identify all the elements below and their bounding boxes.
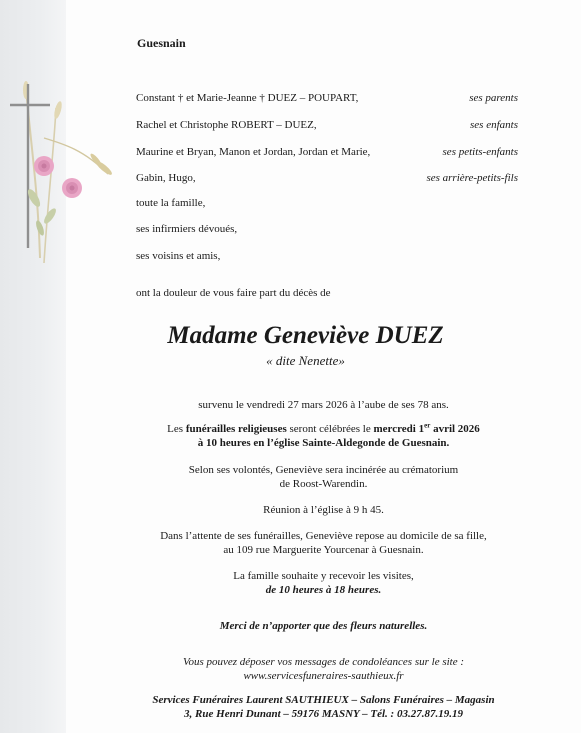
- footer-address: 3, Rue Henri Dunant – 59176 MASNY – Tél. : 03.27.87.19.19: [184, 708, 463, 720]
- town-name: Guesnain: [137, 36, 186, 50]
- deceased-name: Madame Geneviève DUEZ: [167, 322, 444, 349]
- family-line-whole-family: toute la famille,: [136, 197, 206, 209]
- relation-children: ses enfants: [470, 119, 518, 131]
- rest-line-1: Dans l’attente de ses funérailles, Geneviève repose au domicile de sa fille,: [160, 530, 487, 542]
- cremation-line-2: de Roost-Warendin.: [279, 478, 368, 490]
- family-line-great-grandchildren: Gabin, Hugo,: [136, 172, 196, 184]
- family-line-neighbours: ses voisins et amis,: [136, 250, 221, 262]
- funeral-type: funérailles religieuses: [185, 423, 287, 435]
- funeral-day-suffix: er: [424, 421, 431, 430]
- visits-hours: de 10 heures à 18 heures.: [265, 584, 382, 596]
- intro-text: ont la douleur de vous faire part du décès de: [136, 287, 331, 299]
- condolences-website: www.servicesfuneraires-sauthieux.fr: [243, 670, 404, 682]
- relation-grandchildren: ses petits-enfants: [442, 146, 518, 158]
- visits-line-1: La famille souhaite y recevoir les visites,: [233, 570, 414, 582]
- deceased-nickname: « dite Nenette»: [266, 353, 345, 368]
- family-line-children: Rachel et Christophe ROBERT – DUEZ,: [136, 119, 317, 131]
- flowers-note: Merci de n’apporter que des fleurs naturelles.: [219, 620, 428, 632]
- funeral-prefix: Les: [167, 423, 186, 435]
- rest-line-2: au 109 rue Marguerite Yourcenar à Guesnain.: [223, 544, 424, 556]
- footer-company: Services Funéraires Laurent SAUTHIEUX – Salons Funéraires – Magasin: [152, 694, 495, 706]
- funeral-middle: seront célébrées le: [286, 423, 374, 435]
- family-line-nurses: ses infirmiers dévoués,: [136, 223, 238, 235]
- funeral-day: mercredi 1: [373, 423, 425, 435]
- family-line-grandchildren: Maurine et Bryan, Manon et Jordan, Jordan et Marie,: [136, 146, 371, 158]
- relation-parents: ses parents: [469, 92, 518, 104]
- funeral-line-2: à 10 heures en l’église Sainte-Aldegonde de Guesnain.: [197, 437, 450, 449]
- death-date-line: survenu le vendredi 27 mars 2026 à l’aube de ses 78 ans.: [198, 399, 449, 411]
- meeting-line: Réunion à l’église à 9 h 45.: [263, 504, 384, 516]
- relation-great-grandchildren: ses arrière-petits-fils: [426, 172, 518, 184]
- family-line-parents: Constant † et Marie-Jeanne † DUEZ – POUPART,: [136, 92, 359, 104]
- cross-roses-decoration: [4, 78, 124, 268]
- cremation-line-1: Selon ses volontés, Geneviève sera incinérée au crématorium: [188, 464, 459, 476]
- funeral-line-1: [66, 422, 581, 436]
- condolences-line-1: Vous pouvez déposer vos messages de condoléances sur le site :: [182, 656, 465, 668]
- funeral-date: avril 2026: [430, 423, 480, 435]
